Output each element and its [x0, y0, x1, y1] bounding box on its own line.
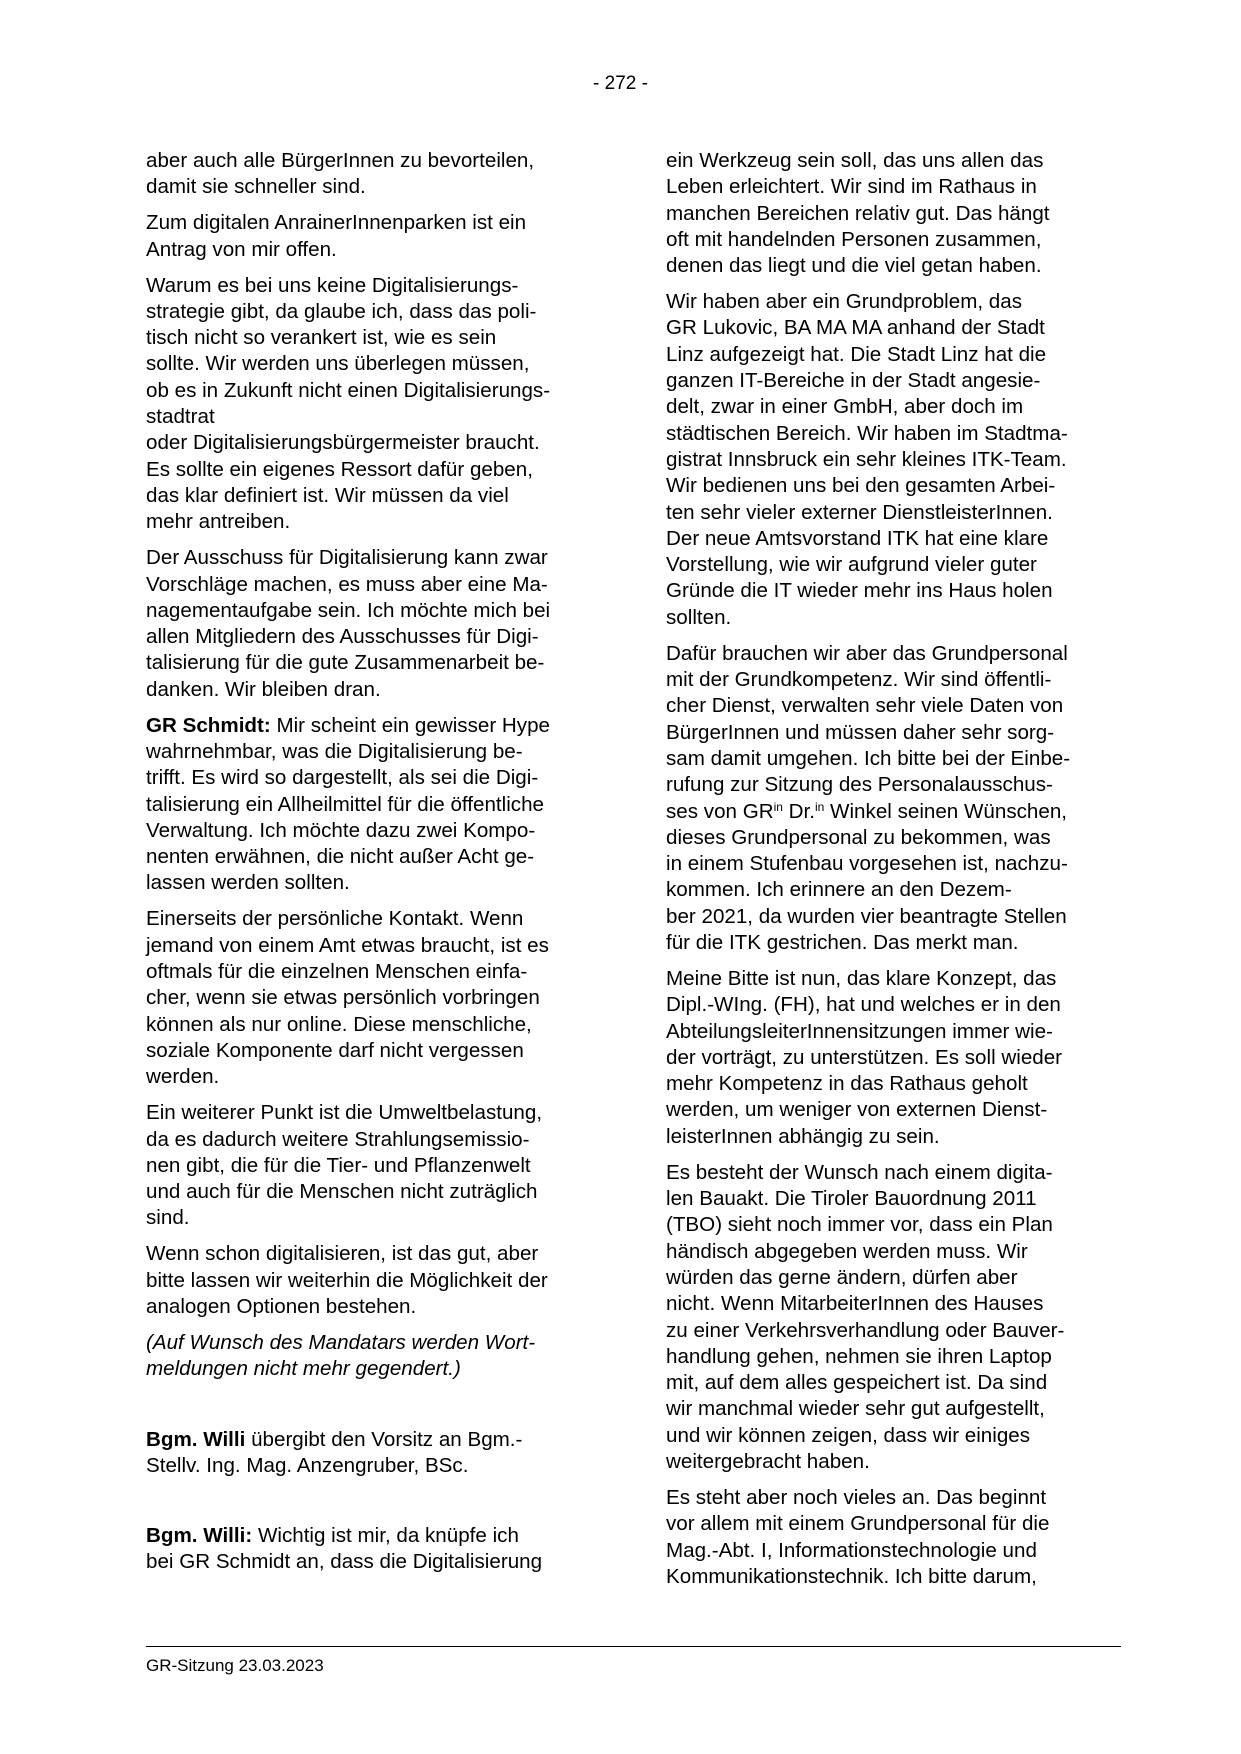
text-line: tisch nicht so verankert ist, wie es sein: [146, 326, 497, 350]
text-line: bitte lassen wir weiterhin die Möglichkeit der: [146, 1268, 548, 1292]
text-line: damit sie schneller sind.: [146, 175, 366, 199]
paragraph: [146, 1523, 601, 1576]
footer-session-date: GR-Sitzung 23.03.2023: [146, 1656, 324, 1675]
text-line: (TBO) sieht noch immer vor, dass ein Plan: [666, 1213, 1053, 1237]
text-line: GR Lukovic, BA MA MA anhand der Stadt: [666, 316, 1045, 340]
paragraph: [666, 641, 1124, 957]
text-line: rufung zur Sitzung des Personalausschus-: [666, 773, 1053, 797]
text-line: Mag.-Abt. I, Informationstechnologie und: [666, 1538, 1037, 1562]
text-line: weitergebracht haben.: [666, 1450, 870, 1473]
text-line: denen das liegt und die viel getan haben.: [666, 254, 1042, 278]
text-line: können als nur online. Diese menschliche,: [146, 1012, 532, 1036]
text-line: nenten erwähnen, die nicht außer Acht ge-: [146, 845, 535, 869]
text-run: Mir scheint ein gewisser Hype: [270, 713, 550, 737]
text-line: AbteilungsleiterInnensitzungen immer wie-: [666, 1019, 1053, 1043]
text-line: Es steht aber noch vieles an. Das beginnt: [666, 1485, 1047, 1509]
text-line: nicht. Wenn MitarbeiterInnen des Hauses: [666, 1292, 1044, 1316]
text-line: würden das gerne ändern, dürfen aber: [666, 1265, 1018, 1289]
text-run: Dr.: [782, 799, 815, 823]
text-line: Einerseits der persönliche Kontakt. Wenn: [146, 907, 524, 931]
text-line: Linz aufgezeigt hat. Die Stadt Linz hat die: [666, 342, 1047, 366]
text-line: da es dadurch weitere Strahlungsemissio-: [146, 1127, 530, 1151]
paragraph: [666, 1160, 1124, 1476]
text-line: Es sollte ein eigenes Ressort dafür geben,: [146, 457, 533, 481]
text-line: sind.: [146, 1206, 190, 1230]
text-line: oftmals für die einzelnen Menschen einfa-: [146, 960, 528, 984]
text-line: talisierung für die gute Zusammenarbeit be-: [146, 651, 545, 675]
text-line: Gründe die IT wieder mehr ins Haus holen: [666, 579, 1053, 603]
text-line: cher, wenn sie etwas persönlich vorbringen: [146, 986, 540, 1010]
text-run: Wichtig ist mir, da knüpfe ich: [252, 1524, 519, 1548]
right-column: [666, 148, 1124, 1600]
left-column: [146, 148, 601, 1585]
text-line: delt, zwar in einer GmbH, aber doch im: [666, 395, 1024, 419]
text-line: mit der Grundkompetenz. Wir sind öffentli-: [666, 668, 1052, 692]
speaker-name: GR Schmidt:: [146, 713, 271, 737]
text-line: Zum digitalen AnrainerInnenparken ist ein: [146, 211, 527, 235]
text-line: ganzen IT-Bereiche in der Stadt angesie-: [666, 369, 1041, 393]
text-line: das klar definiert ist. Wir müssen da viel: [146, 483, 509, 507]
text-line: stadtrat: [146, 405, 215, 429]
page-number: - 272 -: [593, 73, 648, 94]
text-line: talisierung ein Allheilmittel für die öffentliche: [146, 792, 544, 816]
text-run: Winkel seinen Wünschen,: [824, 799, 1067, 823]
speaker-name: Bgm. Willi:: [146, 1524, 253, 1548]
text-line: werden, um weniger von externen Dienst-: [666, 1098, 1048, 1122]
text-line: [146, 1523, 601, 1549]
paragraph: [146, 210, 601, 263]
paragraph: [146, 545, 601, 703]
paragraph: [146, 1100, 601, 1231]
text-line: nen gibt, die für die Tier- und Pflanzenwelt: [146, 1153, 531, 1177]
text-line: zu einer Verkehrsverhandlung oder Bauver-: [666, 1318, 1065, 1342]
text-line: BürgerInnen und müssen daher sehr sorg-: [666, 720, 1055, 744]
text-line: Verwaltung. Ich möchte dazu zwei Kompo-: [146, 818, 536, 842]
text-line: Wir haben aber ein Grundproblem, das: [666, 290, 1023, 314]
text-line: sam damit umgehen. Ich bitte bei der Einbe-: [666, 746, 1071, 770]
text-line: für die ITK gestrichen. Das merkt man.: [666, 930, 1019, 954]
speaker-name: Bgm. Willi: [146, 1427, 246, 1451]
text-line: Stellv. Ing. Mag. Anzengruber, BSc.: [146, 1453, 469, 1477]
text-line: mit, auf dem alles gespeichert ist. Da sind: [666, 1371, 1048, 1395]
text-line: analogen Optionen bestehen.: [146, 1294, 417, 1318]
text-line: ber 2021, da wurden vier beantragte Stellen: [666, 904, 1067, 928]
text-line: meldungen nicht mehr gegendert.): [146, 1357, 461, 1381]
text-line: oder Digitalisierungsbürgermeister braucht.: [146, 431, 540, 455]
text-line: [146, 1427, 601, 1453]
text-line: [146, 713, 601, 739]
text-line: und wir können zeigen, dass wir einiges: [666, 1423, 1031, 1447]
text-line: manchen Bereichen relativ gut. Das hängt: [666, 201, 1050, 225]
text-line: gistrat Innsbruck ein sehr kleines ITK-Team.: [666, 447, 1067, 471]
text-line: Wenn schon digitalisieren, ist das gut, aber: [146, 1242, 539, 1266]
text-line: ein Werkzeug sein soll, das uns allen das: [666, 149, 1044, 172]
paragraph: [146, 148, 601, 201]
text-line: Warum es bei uns keine Digitalisierungs-: [146, 273, 519, 297]
text-line: städtischen Bereich. Wir haben im Stadtma-: [666, 421, 1068, 445]
text-line: mehr antreiben.: [146, 510, 291, 534]
text-line: dieses Grundpersonal zu bekommen, was: [666, 825, 1051, 849]
text-line: kommen. Ich erinnere an den Dezem-: [666, 878, 1012, 902]
text-line: len Bauakt. Die Tiroler Bauordnung 2011: [666, 1187, 1037, 1211]
text-line: Antrag von mir offen.: [146, 237, 337, 261]
text-line: allen Mitgliedern des Ausschusses für Digi-: [146, 625, 539, 649]
text-line: sollte. Wir werden uns überlegen müssen,: [146, 352, 530, 376]
italic-note: [146, 1330, 601, 1383]
text-line: jemand von einem Amt etwas braucht, ist es: [146, 933, 549, 957]
paragraph: [146, 273, 601, 536]
text-line: Es besteht der Wunsch nach einem digita-: [666, 1160, 1053, 1184]
text-line: händisch abgegeben werden muss. Wir: [666, 1239, 1028, 1263]
paragraph: [666, 148, 1124, 279]
text-line: der vorträgt, zu unterstützen. Es soll wieder: [666, 1045, 1063, 1069]
text-line: ten sehr vieler externer DienstleisterInnen.: [666, 500, 1053, 524]
text-line: leisterInnen abhängig zu sein.: [666, 1124, 940, 1148]
text-line: Der neue Amtsvorstand ITK hat eine klare: [666, 526, 1049, 550]
text-line: und auch für die Menschen nicht zuträglich: [146, 1180, 538, 1204]
text-line: bei GR Schmidt an, dass die Digitalisierung: [146, 1550, 543, 1574]
superscript: in: [773, 799, 783, 814]
text-line: Dipl.-WIng. (FH), hat und welches er in den: [666, 993, 1061, 1017]
text-line: Wir bedienen uns bei den gesamten Arbei-: [666, 474, 1056, 498]
text-line: danken. Wir bleiben dran.: [146, 677, 381, 701]
text-line: mehr Kompetenz in das Rathaus geholt: [666, 1072, 1028, 1096]
text-line: werden.: [146, 1065, 220, 1089]
text-line: [666, 799, 1124, 825]
text-line: sollten.: [666, 605, 732, 629]
text-line: Ein weiterer Punkt ist die Umweltbelastung,: [146, 1101, 543, 1125]
text-line: Vorstellung, wie wir aufgrund vieler guter: [666, 553, 1037, 577]
text-line: trifft. Es wird so dargestellt, als sei die Digi-: [146, 766, 539, 790]
footer-divider: [146, 1646, 1121, 1647]
text-line: strategie gibt, da glaube ich, dass das poli-: [146, 299, 537, 323]
text-line: Der Ausschuss für Digitalisierung kann zwar: [146, 546, 548, 570]
text-line: Meine Bitte ist nun, das klare Konzept, das: [666, 966, 1057, 990]
paragraph: [146, 1427, 601, 1480]
paragraph: [666, 966, 1124, 1150]
text-line: soziale Komponente darf nicht vergessen: [146, 1038, 524, 1062]
text-line: Vorschläge machen, es muss aber eine Ma-: [146, 572, 548, 596]
text-line: Kommunikationstechnik. Ich bitte darum,: [666, 1564, 1037, 1588]
text-line: oft mit handelnden Personen zusammen,: [666, 227, 1042, 251]
text-line: Dafür brauchen wir aber das Grundpersonal: [666, 641, 1068, 665]
text-line: Leben erleichtert. Wir sind im Rathaus in: [666, 175, 1037, 199]
text-line: cher Dienst, verwalten sehr viele Daten von: [666, 694, 1064, 718]
text-line: vor allem mit einem Grundpersonal für die: [666, 1512, 1050, 1536]
text-line: wahrnehmbar, was die Digitalisierung be-: [146, 739, 523, 763]
text-run: ses von GR: [666, 799, 774, 823]
text-line: wir manchmal wieder sehr gut aufgestellt,: [666, 1397, 1045, 1421]
text-run: übergibt den Vorsitz an Bgm.-: [245, 1427, 523, 1451]
text-line: (Auf Wunsch des Mandatars werden Wort-: [146, 1330, 536, 1354]
paragraph: [666, 289, 1124, 631]
text-line: nagementaufgabe sein. Ich möchte mich bei: [146, 598, 551, 622]
paragraph: [146, 713, 601, 897]
paragraph: [146, 1241, 601, 1320]
text-line: lassen werden sollten.: [146, 871, 350, 895]
text-line: handlung gehen, nehmen sie ihren Laptop: [666, 1344, 1052, 1368]
superscript: in: [814, 799, 825, 814]
text-line: ob es in Zukunft nicht einen Digitalisierungs-: [146, 378, 551, 402]
text-line: in einem Stufenbau vorgesehen ist, nachzu-: [666, 852, 1068, 876]
paragraph: [146, 906, 601, 1090]
paragraph: [666, 1485, 1124, 1590]
text-line: aber auch alle BürgerInnen zu bevorteilen,: [146, 149, 535, 172]
